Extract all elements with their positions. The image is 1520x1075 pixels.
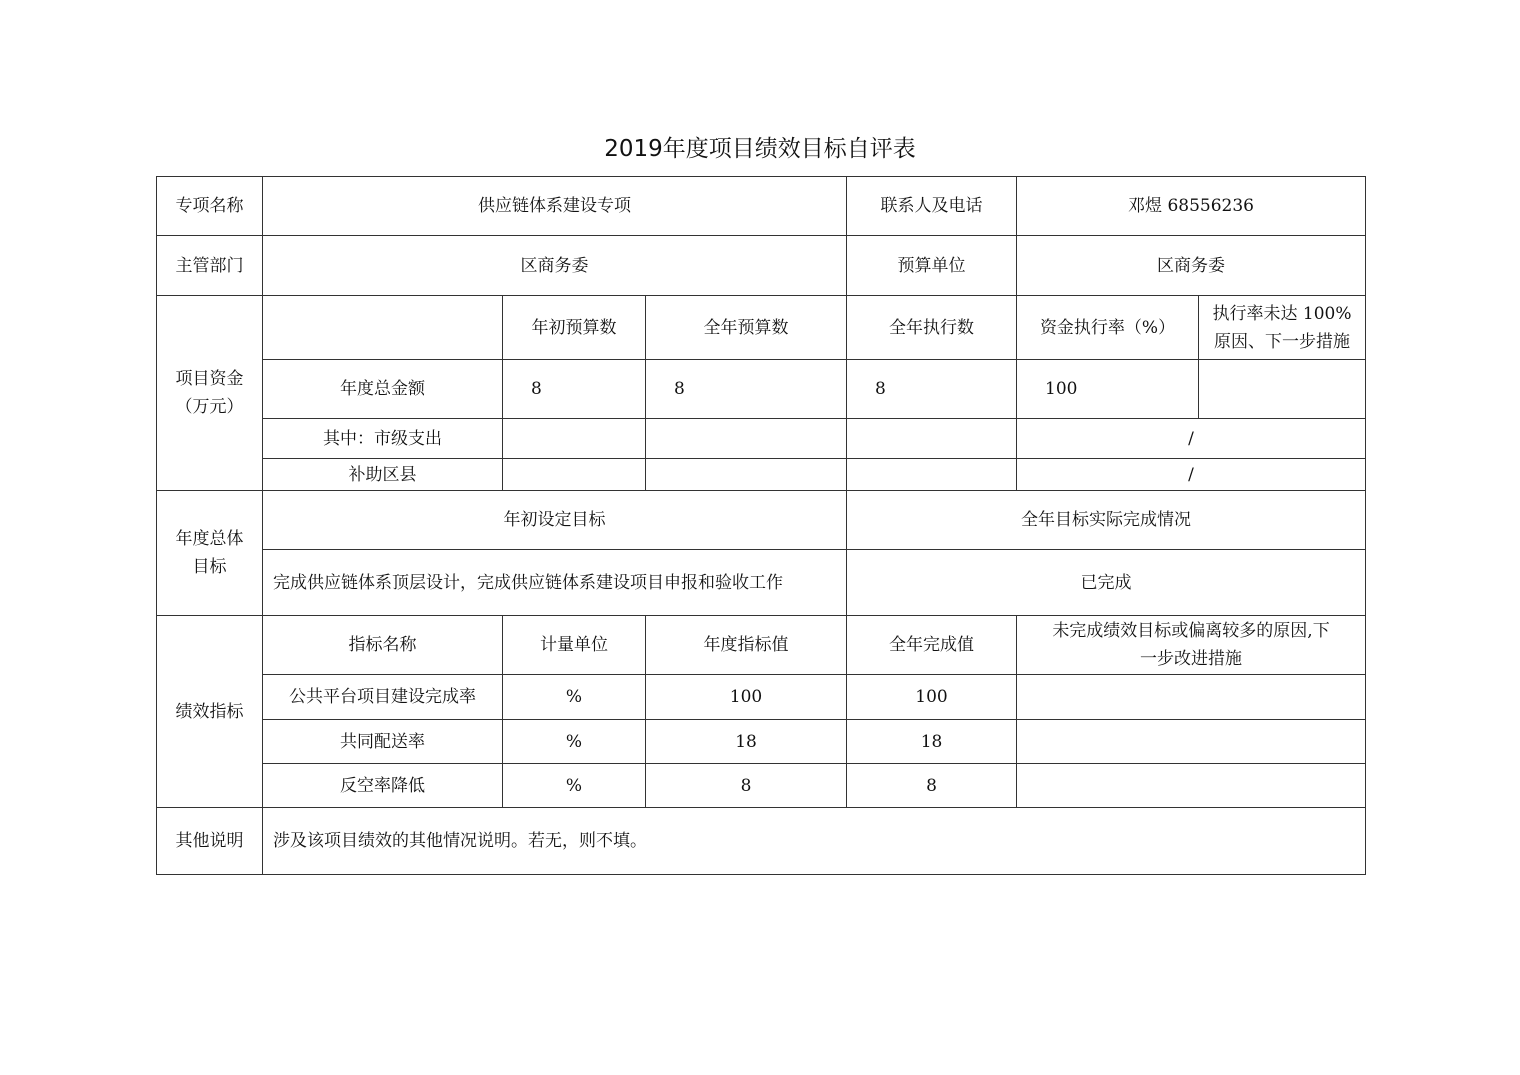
indicator-col-target: 年度指标值 (646, 616, 847, 675)
indicator-reason-line1: 未完成绩效目标或偏离较多的原因,下 (1052, 621, 1330, 641)
funds-col-reason (1199, 296, 1366, 360)
goals-header-row (157, 491, 1366, 550)
funds-row-label: 补助区县 (263, 459, 503, 491)
indicator-actual: 8 (847, 764, 1017, 808)
funds-label-line1: 项目资金 (175, 369, 244, 389)
funds-annual-value: 8 (646, 360, 847, 419)
indicator-name: 共同配送率 (263, 720, 503, 764)
budget-unit-label: 预算单位 (847, 236, 1017, 296)
funds-col-rate: 资金执行率（%） (1017, 296, 1199, 360)
funds-row-municipal (157, 419, 1366, 459)
funds-initial-value (503, 419, 646, 459)
other-notes-row (157, 808, 1366, 875)
funds-executed-value: 8 (847, 360, 1017, 419)
funds-rate-value: / (1017, 419, 1366, 459)
row-project-name (157, 177, 1366, 236)
contact-value: 邓煜 68556236 (1017, 177, 1366, 236)
funds-row-label: 其中：市级支出 (263, 419, 503, 459)
evaluation-table (156, 176, 1366, 875)
funds-executed-value (847, 459, 1017, 491)
indicator-actual: 100 (847, 675, 1017, 720)
indicator-target: 8 (646, 764, 847, 808)
indicator-target: 18 (646, 720, 847, 764)
funds-header-blank (263, 296, 503, 360)
indicator-reason (1017, 720, 1366, 764)
row-department (157, 236, 1366, 296)
funds-annual-value (646, 419, 847, 459)
funds-col-executed: 全年执行数 (847, 296, 1017, 360)
budget-unit-value: 区商务委 (1017, 236, 1366, 296)
indicator-row (157, 675, 1366, 720)
funds-rate-value: / (1017, 459, 1366, 491)
funds-initial-value (503, 459, 646, 491)
funds-executed-value (847, 419, 1017, 459)
funds-row-district (157, 459, 1366, 491)
indicator-unit: % (503, 675, 646, 720)
indicator-target: 100 (646, 675, 847, 720)
project-name-value: 供应链体系建设专项 (263, 177, 847, 236)
indicator-actual: 18 (847, 720, 1017, 764)
indicator-row (157, 720, 1366, 764)
funds-col-annual: 全年预算数 (646, 296, 847, 360)
funds-label (157, 296, 263, 491)
contact-label: 联系人及电话 (847, 177, 1017, 236)
indicator-unit: % (503, 764, 646, 808)
goals-label (157, 491, 263, 616)
indicator-row (157, 764, 1366, 808)
other-notes-label: 其他说明 (157, 808, 263, 875)
indicator-col-reason (1017, 616, 1366, 675)
indicator-reason (1017, 675, 1366, 720)
indicator-name: 公共平台项目建设完成率 (263, 675, 503, 720)
funds-label-line2: （万元） (175, 397, 244, 417)
goals-set-header: 年初设定目标 (263, 491, 847, 550)
indicator-reason-line2: 一步改进措施 (1140, 649, 1243, 669)
goals-set-value: 完成供应链体系顶层设计，完成供应链体系建设项目申报和验收工作 (263, 550, 847, 616)
funds-row-total (157, 360, 1366, 419)
funds-col-initial: 年初预算数 (503, 296, 646, 360)
funds-reason-line2: 原因、下一步措施 (1214, 331, 1351, 352)
indicator-unit: % (503, 720, 646, 764)
indicators-header-row (157, 616, 1366, 675)
goals-actual-header: 全年目标实际完成情况 (847, 491, 1366, 550)
goals-label-line1: 年度总体 (175, 529, 244, 549)
indicator-col-actual: 全年完成值 (847, 616, 1017, 675)
funds-reason-line1: 执行率未达 100% (1212, 303, 1352, 324)
page-title: 2019年度项目绩效目标自评表 (604, 136, 916, 162)
funds-annual-value (646, 459, 847, 491)
goals-label-line2: 目标 (192, 557, 227, 577)
indicator-name: 反空率降低 (263, 764, 503, 808)
funds-header-row (157, 296, 1366, 360)
funds-reason-value (1199, 360, 1366, 419)
indicator-col-unit: 计量单位 (503, 616, 646, 675)
indicator-reason (1017, 764, 1366, 808)
goals-actual-value: 已完成 (847, 550, 1366, 616)
dept-label: 主管部门 (157, 236, 263, 296)
project-name-label: 专项名称 (157, 177, 263, 236)
indicators-label: 绩效指标 (157, 616, 263, 808)
funds-initial-value: 8 (503, 360, 646, 419)
dept-value: 区商务委 (263, 236, 847, 296)
indicator-col-name: 指标名称 (263, 616, 503, 675)
funds-rate-value: 100 (1017, 360, 1199, 419)
funds-row-label: 年度总金额 (263, 360, 503, 419)
other-notes-value: 涉及该项目绩效的其他情况说明。若无，则不填。 (263, 808, 1366, 875)
goals-value-row (157, 550, 1366, 616)
